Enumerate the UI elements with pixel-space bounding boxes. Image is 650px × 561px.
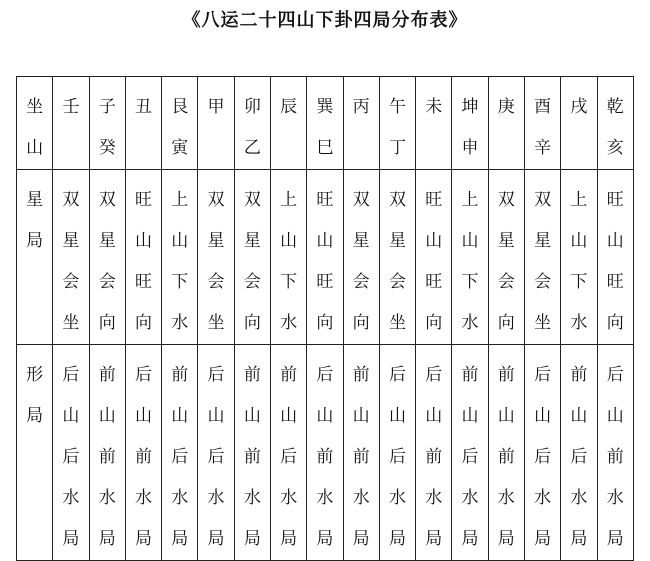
table-cell-text: 艮 寅 <box>171 97 189 158</box>
table-cell <box>234 170 270 345</box>
table-cell <box>270 77 306 170</box>
table-cell <box>452 77 488 170</box>
table-cell <box>488 170 524 345</box>
table-cell-text: 前 山 后 水 局 <box>280 365 298 549</box>
table-cell <box>89 77 125 170</box>
table-cell <box>89 345 125 561</box>
table-cell-text: 上 山 下 水 <box>570 190 588 333</box>
table-cell-text: 旺 山 旺 向 <box>134 190 152 333</box>
table-cell-text: 旺 山 旺 向 <box>606 190 624 333</box>
table-cell <box>307 170 343 345</box>
row-header <box>17 345 53 561</box>
table-cell <box>53 170 89 345</box>
table-cell-text: 子 癸 <box>98 97 116 158</box>
table-cell-text: 卯 乙 <box>243 97 261 158</box>
table-cell-text: 后 山 前 水 局 <box>606 365 624 549</box>
table-cell-text: 前 山 前 水 局 <box>243 365 261 549</box>
form-pattern-row <box>17 345 634 561</box>
sitting-mountain-row <box>17 77 634 170</box>
table-cell-text: 壬 <box>62 97 80 117</box>
table-cell <box>125 345 161 561</box>
table-cell-text: 后 山 后 水 局 <box>207 365 225 549</box>
table-cell <box>89 170 125 345</box>
table-cell-text: 旺 山 旺 向 <box>425 190 443 333</box>
star-pattern-row <box>17 170 634 345</box>
table-cell <box>307 345 343 561</box>
table-cell <box>524 77 560 170</box>
table-cell-text: 双 星 会 向 <box>243 190 261 333</box>
row-header <box>17 77 53 170</box>
table-cell-text: 丙 <box>352 97 370 117</box>
table-cell <box>416 170 452 345</box>
table-cell <box>524 345 560 561</box>
table-cell <box>416 345 452 561</box>
table-cell <box>234 345 270 561</box>
row-header-text: 星 局 <box>26 190 44 251</box>
table-cell-text: 辰 <box>280 97 298 117</box>
table-cell <box>452 170 488 345</box>
table-cell <box>162 170 198 345</box>
table-cell-text: 后 山 后 水 局 <box>534 365 552 549</box>
table-cell-text: 双 星 会 向 <box>98 190 116 333</box>
table-cell <box>198 170 234 345</box>
distribution-table <box>16 76 634 561</box>
table-cell <box>198 345 234 561</box>
table-cell-text: 前 山 后 水 局 <box>461 365 479 549</box>
table-cell-text: 后 山 前 水 局 <box>316 365 334 549</box>
table-cell <box>379 345 415 561</box>
table-cell <box>524 170 560 345</box>
row-header-text: 形 局 <box>26 365 44 426</box>
table-cell-text: 坤 申 <box>461 97 479 158</box>
table-cell-text: 后 山 前 水 局 <box>134 365 152 549</box>
table-cell-text: 前 山 前 水 局 <box>497 365 515 549</box>
table-cell-text: 双 星 会 向 <box>497 190 515 333</box>
table-cell <box>125 170 161 345</box>
table-cell-text: 戌 <box>570 97 588 117</box>
table-cell <box>379 77 415 170</box>
table-cell-text: 上 山 下 水 <box>461 190 479 333</box>
table-cell-text: 双 星 会 坐 <box>62 190 80 333</box>
table-cell-text: 后 山 后 水 局 <box>388 365 406 549</box>
table-cell-text: 后 山 前 水 局 <box>425 365 443 549</box>
table-cell <box>561 170 597 345</box>
table-cell <box>53 345 89 561</box>
table-cell <box>379 170 415 345</box>
table-cell <box>488 77 524 170</box>
row-header <box>17 170 53 345</box>
table-cell <box>343 170 379 345</box>
table-cell <box>307 77 343 170</box>
table-title: 《八运二十四山下卦四局分布表》 <box>182 10 468 31</box>
table-cell <box>270 345 306 561</box>
table-cell-text: 庚 <box>497 97 515 117</box>
table-cell-text: 前 山 前 水 局 <box>98 365 116 549</box>
table-cell <box>53 77 89 170</box>
table-cell <box>343 77 379 170</box>
table-cell <box>452 345 488 561</box>
table-cell-text: 乾 亥 <box>606 97 624 158</box>
table-cell-text: 甲 <box>207 97 225 117</box>
table-cell-text: 前 山 后 水 局 <box>570 365 588 549</box>
table-cell-text: 前 山 前 水 局 <box>352 365 370 549</box>
table-cell-text: 上 山 下 水 <box>280 190 298 333</box>
row-header-text: 坐 山 <box>26 97 44 158</box>
table-cell-text: 巽 巳 <box>316 97 334 158</box>
table-cell-text: 上 山 下 水 <box>171 190 189 333</box>
table-cell <box>234 77 270 170</box>
table-cell-text: 双 星 会 坐 <box>207 190 225 333</box>
table-cell <box>270 170 306 345</box>
table-cell-text: 旺 山 旺 向 <box>316 190 334 333</box>
table-cell-text: 丑 <box>134 97 152 117</box>
table-cell <box>416 77 452 170</box>
table-cell-text: 未 <box>425 97 443 117</box>
table-cell <box>597 170 634 345</box>
table-cell <box>343 345 379 561</box>
table-cell <box>125 77 161 170</box>
table-cell <box>597 345 634 561</box>
table-cell <box>561 345 597 561</box>
table-cell <box>597 77 634 170</box>
table-cell-text: 双 星 会 坐 <box>534 190 552 333</box>
table-cell-text: 双 星 会 坐 <box>388 190 406 333</box>
table-cell-text: 后 山 后 水 局 <box>62 365 80 549</box>
table-cell <box>162 77 198 170</box>
table-cell <box>198 77 234 170</box>
table-cell <box>162 345 198 561</box>
table-cell <box>561 77 597 170</box>
table-cell-text: 双 星 会 向 <box>352 190 370 333</box>
table-cell <box>488 345 524 561</box>
table-cell-text: 前 山 后 水 局 <box>171 365 189 549</box>
table-cell-text: 午 丁 <box>388 97 406 158</box>
table-cell-text: 酉 辛 <box>534 97 552 158</box>
